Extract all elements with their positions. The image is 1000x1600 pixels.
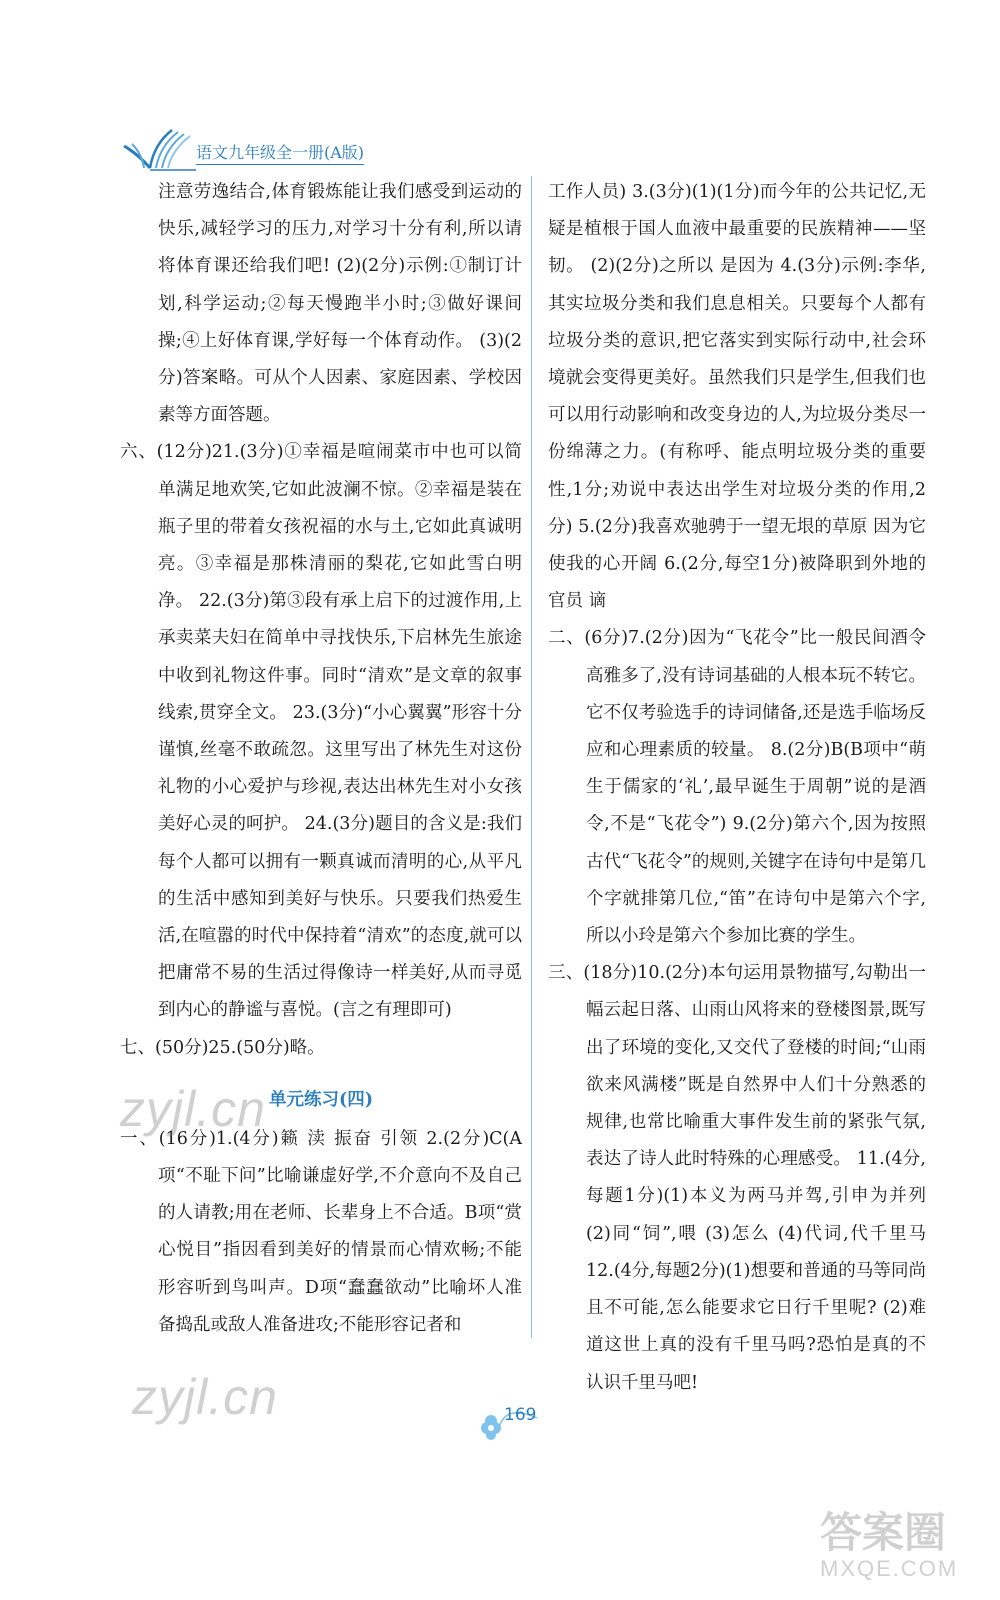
- answer-paragraph: 注意劳逸结合,体育锻炼能让我们感受到运动的快乐,减轻学习的压力,对学习十分有利,所以请将体育课还给我们吧! (2)(2分)示例:①制订计划,科学运动;②每天慢跑半小时;③做好课间操;④上好体育课,学好每一个体育动作。 (3)(2分)答案略。可从个人因素、家庭因素、学校因素等方面答题。: [158, 182, 522, 426]
- watermark: 答案圈: [820, 1509, 947, 1556]
- right-column: [548, 174, 926, 1402]
- watermark: MXQE.COM: [820, 1556, 959, 1581]
- page-header: [120, 124, 520, 174]
- left-column: [120, 174, 522, 1344]
- column-divider: [531, 176, 532, 1338]
- answer-paragraph: 一、(16分)1.(4分)籁 渎 振奋 引领 2.(2分)C(A项“不耻下问”比喻谦虚好学,不介意向不及自己的人请教;用在老师、长辈身上不合适。B项“赏心悦目”指因看到美好的情景而心情欢畅;不能形容听到鸟叫声。D项“蠢蠢欲动”比喻坏人准备捣乱或敌人准备进攻;不能形容记者和: [120, 1128, 522, 1335]
- answer-paragraph: 七、(50分)25.(50分)略。: [120, 1037, 325, 1058]
- answer-paragraph: 二、(6分)7.(2分)因为“飞花令”比一般民间酒令高雅多了,没有诗词基础的人根本玩不转它。它不仅考验选手的诗词储备,还是选手临场反应和心理素质的较量。 8.(2分)B(B项中“萌生于儒家的‘礼’,最早诞生于周朝”说的是酒令,不是“飞花令”) 9.(2分)第六个,因为按照古代“飞花令”的规则,关键字在诗句中是第几个字就排第几位,“笛”在诗句中是第六个字,所以小玲是第六个参加比赛的学生。: [548, 628, 926, 947]
- watermark: zyjl.cn: [132, 1369, 278, 1425]
- watermark: zyjl.cn: [120, 1081, 266, 1137]
- open-book-logo-icon: [120, 124, 198, 174]
- page-number: 169: [504, 1405, 537, 1425]
- book-title: 语文九年级全一册(A版): [196, 140, 364, 165]
- answer-paragraph: 工作人员) 3.(3分)(1)(1分)而今年的公共记忆,无疑是植根于国人血液中最重要的民族精神——坚韧。 (2)(2分)之所以 是因为 4.(3分)示例:李华,其实垃圾分类和我们息息相关。只要每个人都有垃圾分类的意识,把它落实到实际行动中,社会环境就会变得更美好。虽然我们只是学生,但我们也可以用行动影响和改变身边的人,为垃圾分类尽一份绵薄之力。(有称呼、能点明垃圾分类的重要性,1分;劝说中表达出学生对垃圾分类的作用,2分) 5.(2分)我喜欢驰骋于一望无垠的草原 因为它使我的心开阔 6.(2分,每空1分)被降职到外地的官员 谪: [548, 182, 926, 612]
- answer-paragraph: 三、(18分)10.(2分)本句运用景物描写,勾勒出一幅云起日落、山雨山风将来的登楼图景,既写出了环境的变化,又交代了登楼的时间;“山雨欲来风满楼”既是自然界中人们十分熟悉的规律,也常比喻重大事件发生前的紧张气氛,表达了诗人此时特殊的心理感受。 11.(4分,每题1分)(1)本义为两马并驾,引申为并列 (2)同“饲”,喂 (3)怎么 (4)代词,代千里马 12.(4分,每题2分)(1)想要和普通的马等同尚且不可能,怎么能要求它日行千里呢? (2)难道这世上真的没有千里马吗?恐怕是真的不认识千里马吧!: [548, 963, 926, 1393]
- section-title: 单元练习(四): [268, 1089, 374, 1110]
- answer-paragraph: 六、(12分)21.(3分)①幸福是喧闹菜市中也可以简单满足地欢笑,它如此波澜不惊。②幸福是装在瓶子里的带着女孩祝福的水与土,它如此真诚明亮。③幸福是那株清丽的梨花,它如此雪白明净。 22.(3分)第③段有承上启下的过渡作用,上承卖菜夫妇在简单中寻找快乐,下启林先生旅途中收到礼物这件事。同时“清欢”是文章的叙事线索,贯穿全文。 23.(3分)“小心翼翼”形容十分谨慎,丝毫不敢疏忽。这里写出了林先生对这份礼物的小心爱护与珍视,表达出林先生对小女孩美好心灵的呵护。 24.(3分)题目的含义是:我们每个人都可以拥有一颗真诚而清明的心,从平凡的生活中感知到美好与快乐。只要我们热爱生活,在喧嚣的时代中保持着“清欢”的态度,就可以把庸常不易的生活过得像诗一样美好,从而寻觅到内心的静谧与喜悦。(言之有理即可): [120, 442, 522, 1021]
